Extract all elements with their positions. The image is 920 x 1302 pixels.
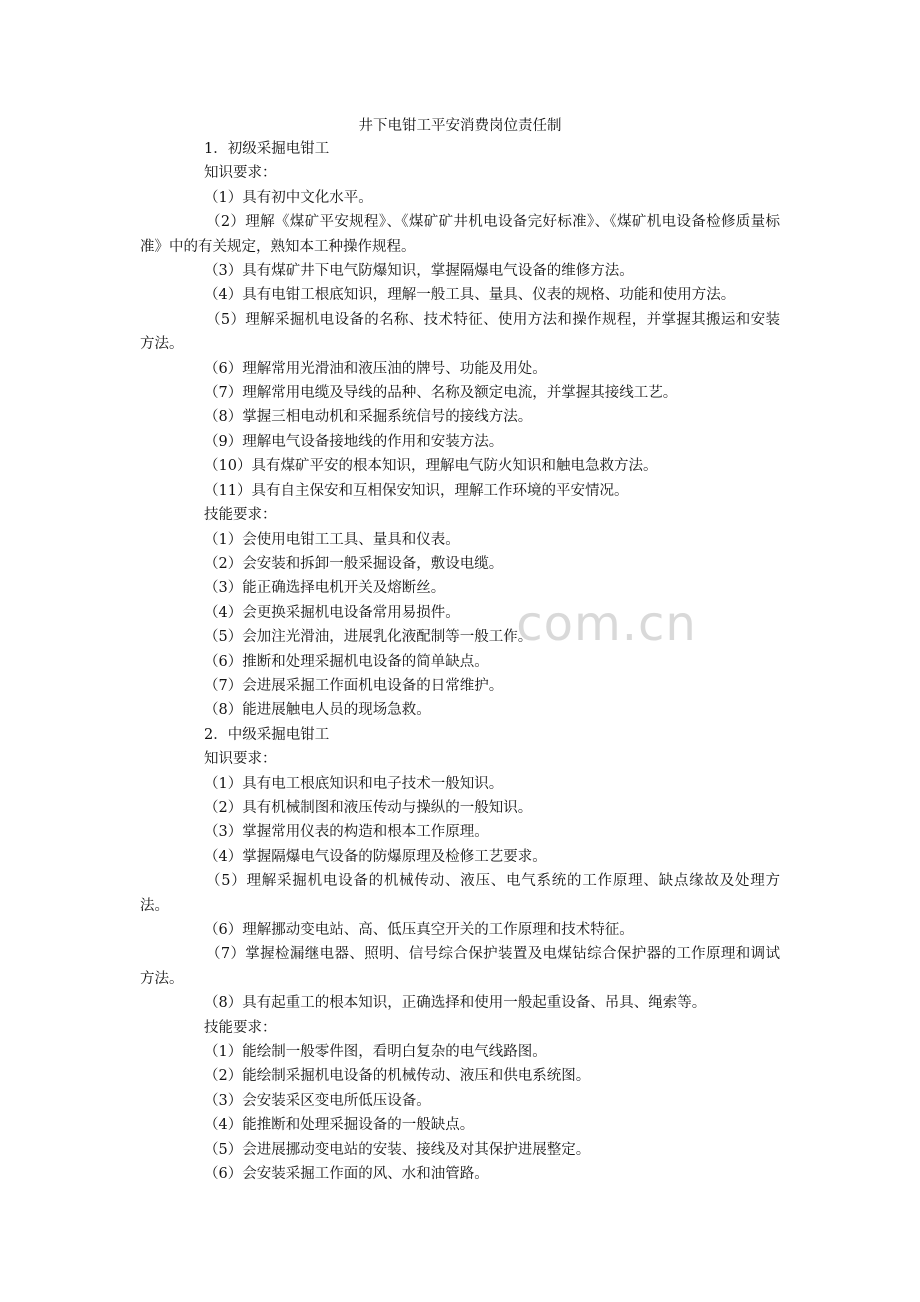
list-item: （3）能正确选择电机开关及熔断丝。 xyxy=(204,580,446,597)
skill-label: 技能要求： xyxy=(204,1019,277,1036)
list-item: （6）会安装采掘工作面的风、水和油管路。 xyxy=(204,1166,489,1183)
list-item: （1）具有初中文化水平。 xyxy=(204,189,373,206)
list-item: （4）能推断和处理采掘设备的一般缺点。 xyxy=(204,1117,475,1134)
list-item: （10）具有煤矿平安的根本知识，理解电气防火知识和触电急救方法。 xyxy=(204,458,658,475)
list-item: （5）会加注光滑油，进展乳化液配制等一般工作。 xyxy=(204,629,533,646)
list-item: （2）会安装和拆卸一般采掘设备，敷设电缆。 xyxy=(204,555,504,572)
watermark: .com.cn xyxy=(500,596,697,652)
list-item: （3）具有煤矿井下电气防爆知识，掌握隔爆电气设备的维修方法。 xyxy=(204,263,634,280)
list-item: （4）掌握隔爆电气设备的防爆原理及检修工艺要求。 xyxy=(204,848,547,865)
section-2 xyxy=(140,723,780,1187)
list-item: （5）理解采掘机电设备的名称、技术特征、使用方法和操作规程，并掌握其搬运和安装方法。 xyxy=(140,311,780,353)
list-item: （1）会使用电钳工工具、量具和仪表。 xyxy=(204,531,460,548)
list-item: （5）理解采掘机电设备的机械传动、液压、电气系统的工作原理、缺点缘故及处理方法。 xyxy=(140,873,780,914)
list-item: （4）会更换采掘机电设备常用易损件。 xyxy=(204,604,460,621)
list-item: （4）具有电钳工根底知识，理解一般工具、量具、仪表的规格、功能和使用方法。 xyxy=(204,287,736,304)
list-item: （8）具有起重工的根本知识，正确选择和使用一般起重设备、吊具、绳索等。 xyxy=(204,995,707,1012)
list-item: （5）会进展挪动变电站的安装、接线及对其保护进展整定。 xyxy=(204,1141,591,1158)
list-item: （7）会进展采掘工作面机电设备的日常维护。 xyxy=(204,677,504,694)
section-heading: 1．初级采掘电钳工 xyxy=(204,141,330,157)
list-item: （1）具有电工根底知识和电子技术一般知识。 xyxy=(204,775,504,792)
list-item: （2）具有机械制图和液压传动与操纵的一般知识。 xyxy=(204,799,533,816)
list-item: （7）理解常用电缆及导线的品种、名称及额定电流，并掌握其接线工艺。 xyxy=(204,385,678,402)
list-item: （3）会安装采区变电所低压设备。 xyxy=(204,1092,431,1109)
list-item: （6）理解常用光滑油和液压油的牌号、功能及用处。 xyxy=(204,360,547,377)
list-item: （2）理解《煤矿平安规程》、《煤矿矿井机电设备完好标准》、《煤矿机电设备检修质量标准》中的有关规定，熟知本工种操作规程。 xyxy=(140,214,780,255)
list-item: （8）掌握三相电动机和采掘系统信号的接线方法。 xyxy=(204,409,533,426)
section-heading: 2．中级采掘电钳工 xyxy=(204,726,330,743)
list-item: （3）掌握常用仪表的构造和根本工作原理。 xyxy=(204,824,489,841)
document-title: 井下电钳工平安消费岗位责任制 xyxy=(358,118,562,134)
knowledge-label: 知识要求： xyxy=(204,165,277,182)
list-item: （8）能进展触电人员的现场急救。 xyxy=(204,702,431,719)
list-item: （2）能绘制采掘机电设备的机械传动、液压和供电系统图。 xyxy=(204,1068,591,1085)
list-item: （6）理解挪动变电站、高、低压真空开关的工作原理和技术特征。 xyxy=(204,922,634,938)
list-item: （9）理解电气设备接地线的作用和安装方法。 xyxy=(204,433,504,450)
skill-label: 技能要求： xyxy=(204,507,277,524)
document-body xyxy=(140,137,780,1186)
list-item: （7）掌握检漏继电器、照明、信号综合保护装置及电煤钻综合保护器的工作原理和调试方法。 xyxy=(140,946,780,987)
section-1 xyxy=(140,137,780,723)
list-item: （6）推断和处理采掘机电设备的简单缺点。 xyxy=(204,653,489,670)
list-item: （11）具有自主保安和互相保安知识，理解工作环境的平安情况。 xyxy=(204,482,629,499)
knowledge-label: 知识要求： xyxy=(204,751,277,768)
list-item: （1）能绘制一般零件图，看明白复杂的电气线路图。 xyxy=(204,1044,547,1061)
